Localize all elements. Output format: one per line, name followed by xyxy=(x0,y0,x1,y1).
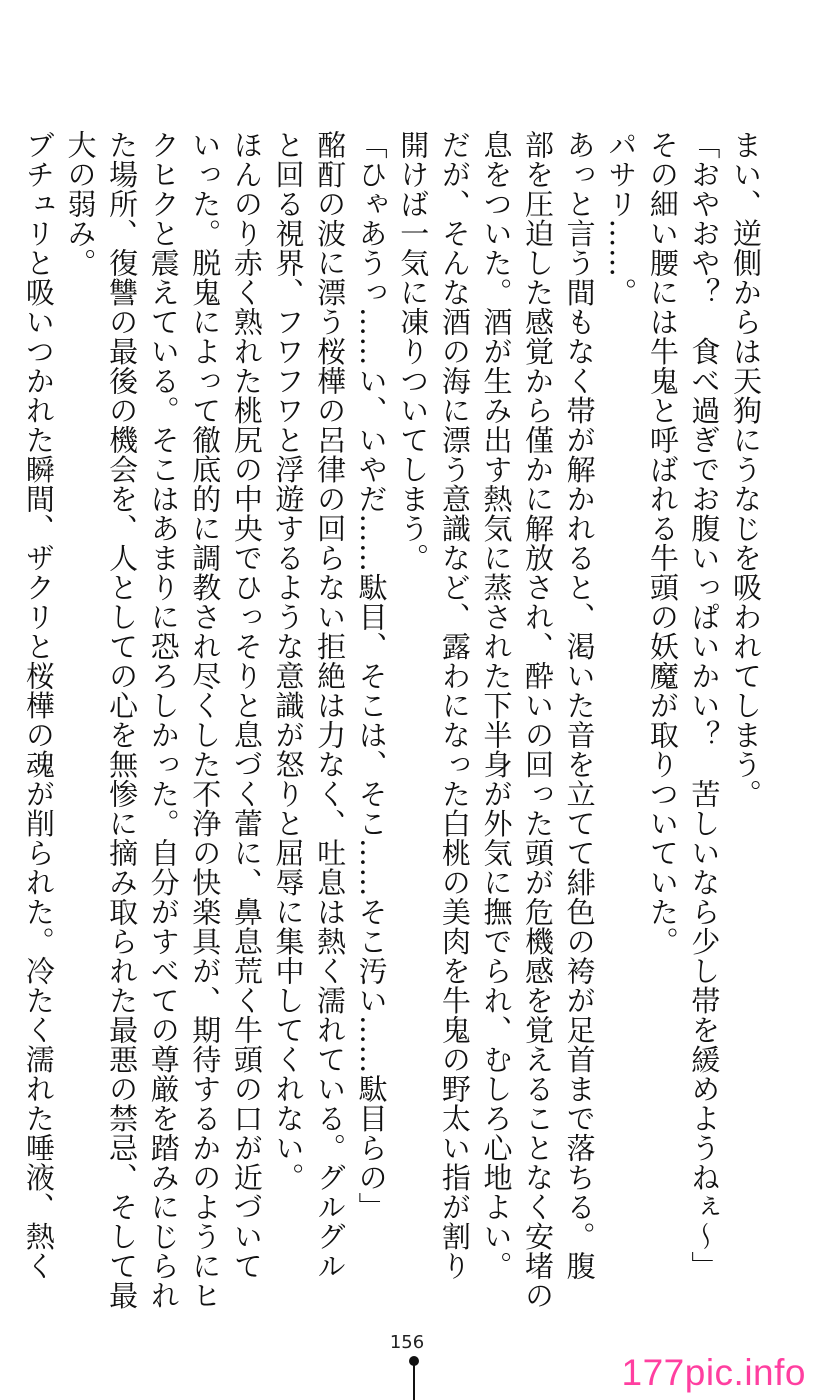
vertical-text-block xyxy=(17,130,766,1310)
text-line: ブチュリと吸いつかれた瞬間、ザクリと桜樺の魂が削られた。冷たく濡れた唾液、熱く xyxy=(21,130,56,1281)
text-line: 部を圧迫した感覚から僅かに解放され、酔いの回った頭が危機感を覚えることなく安堵の xyxy=(521,130,556,1310)
text-line: 「おやおや？ 食べ過ぎでお腹いっぱいかい？ 苦しいなら少し帯を緩めようねぇ～」 xyxy=(687,130,722,1281)
text-line: 息をついた。酒が生み出す熱気に蒸された下半身が外気に撫でられ、むしろ心地よい。 xyxy=(479,130,514,1281)
text-line: クヒクと震えている。そこはあまりに恐ろしかった。自分がすべての尊厳を踏みにじられ xyxy=(146,130,181,1310)
text-line: 開けば一気に凍りついてしまう。 xyxy=(396,130,431,573)
text-line: だが、そんな酒の海に漂う意識など、露わになった白桃の美肉を牛鬼の野太い指が割り xyxy=(437,130,472,1281)
watermark-text: 177pic.info xyxy=(621,1352,806,1393)
text-line: た場所、復讐の最後の機会を、人としての心を無惨に摘み取られた最悪の禁忌、そして最 xyxy=(105,130,140,1310)
text-line: ほんのり赤く熟れた桃尻の中央でひっそりと息づく蕾に、鼻息荒く牛頭の口が近づいて xyxy=(229,130,264,1281)
text-line: まい、逆側からは天狗にうなじを吸われてしまう。 xyxy=(729,130,763,809)
text-line: パサリ……。 xyxy=(604,130,639,307)
text-line: その細い腰には牛鬼と呼ばれる牛頭の妖魔が取りついていた。 xyxy=(645,130,680,956)
text-line: 大の弱み。 xyxy=(63,130,98,278)
text-line: 「ひゃあうっ……い、いやだ……駄目、そこは、そこ……そこ汚い……駄目らの」 xyxy=(354,130,389,1222)
text-line: と回る視界、フワフワと浮遊するような意識が怒りと屈辱に集中してくれない。 xyxy=(271,130,306,1192)
text-line: 酩酊の波に漂う桜樺の呂律の回らない拒絶は力なく、吐息は熱く濡れている。グルグル xyxy=(313,130,348,1281)
page-number: 156 xyxy=(389,1332,425,1353)
text-line: あっと言う間もなく帯が解かれると、渇いた音を立てて緋色の袴が足首まで落ちる。腹 xyxy=(562,130,597,1281)
text-line: いった。脱鬼によって徹底的に調教され尽くした不浄の快楽具が、期待するかのようにヒ xyxy=(188,130,223,1310)
page-marker-line xyxy=(413,1364,415,1400)
